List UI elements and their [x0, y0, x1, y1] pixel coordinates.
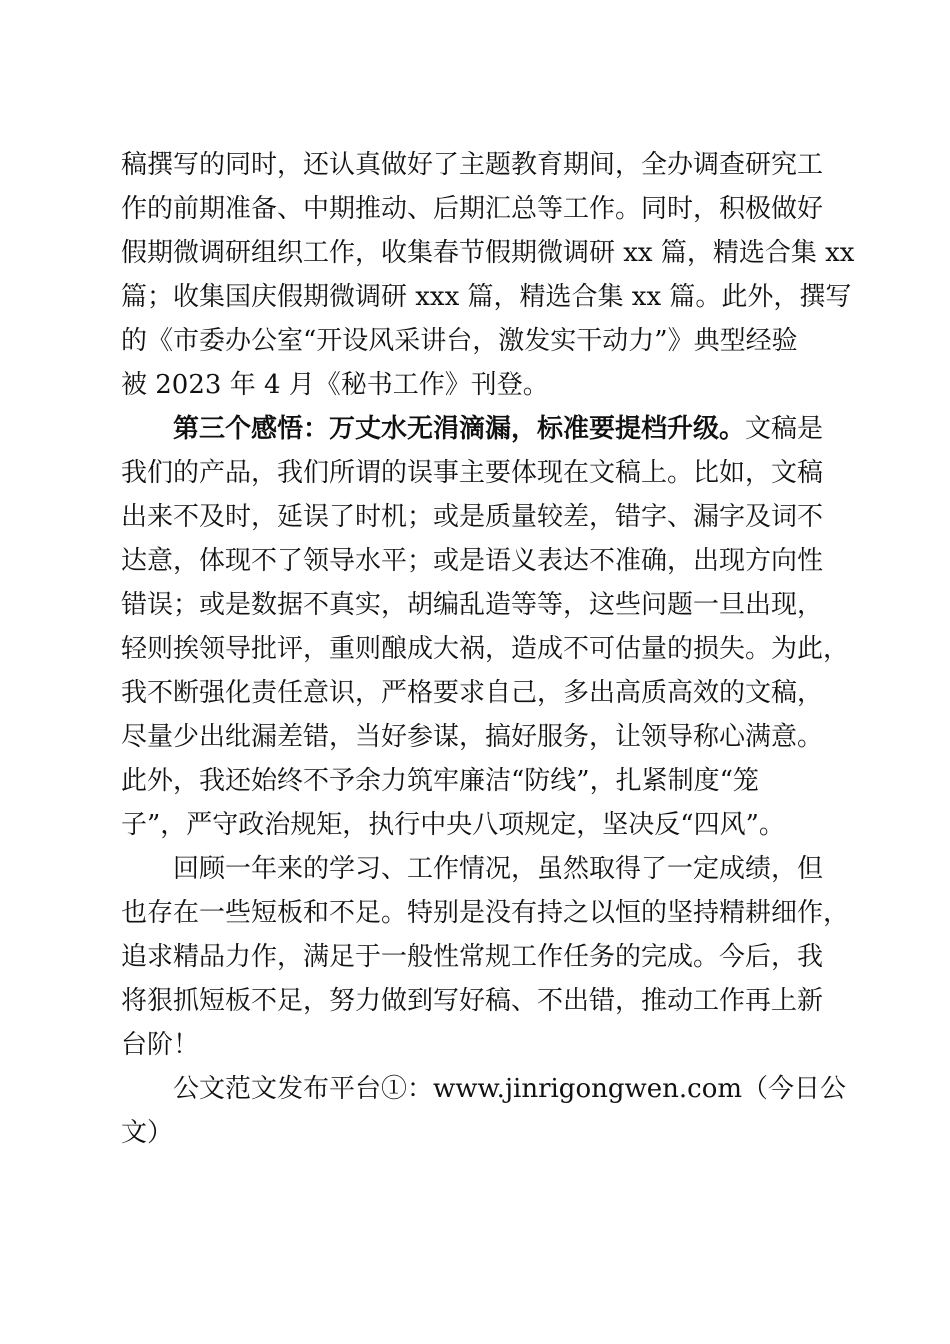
- body-text: 回顾一年来的学习、工作情况，虽然取得了一定成绩，但: [173, 854, 824, 884]
- body-text: 我们的产品，我们所谓的误事主要体现在文稿上。比如，文稿: [121, 458, 824, 488]
- body-text: 此外，我还始终不予余力筑牢廉洁“防线”，扎紧制度“笼: [121, 766, 759, 796]
- text-line: [121, 231, 855, 275]
- body-text: 尽量少出纰漏差错，当好参谋，搞好服务，让领导称心满意。: [121, 722, 824, 752]
- body-text: 达意，体现不了领导水平；或是语义表达不准确，出现方向性: [121, 546, 824, 576]
- body-text: 的《市委办公室“开设风采讲台，激发实干动力”》典型经验: [121, 326, 798, 356]
- text-line: [121, 451, 833, 495]
- text-line: [121, 1023, 833, 1067]
- paragraph-p3: [121, 847, 850, 1067]
- text-line: [121, 891, 850, 935]
- text-line: [121, 715, 833, 759]
- paragraph-p2: [121, 407, 850, 847]
- body-text: 文稿是: [745, 414, 824, 444]
- text-line: [121, 1067, 847, 1111]
- body-text: 子”，严守政治规矩，执行中央八项规定，坚决反“四风”。: [121, 810, 785, 840]
- body-text: 轻则挨领导批评，重则酿成大祸，造成不可估量的损失。为此，: [121, 634, 850, 664]
- text-line: [121, 671, 833, 715]
- body-text: 稿撰写的同时，还认真做好了主题教育期间，全办调查研究工: [121, 150, 824, 180]
- body-text: 将狠抓短板不足，努力做到写好稿、不出错，推动工作再上新: [121, 986, 824, 1016]
- body-text: 被 2023 年 4 月《秘书工作》刊登。: [121, 370, 549, 400]
- text-line: [121, 803, 833, 847]
- body-text: 也存在一些短板和不足。特别是没有持之以恒的坚持精耕细作，: [121, 898, 850, 928]
- body-text: 假期微调研组织工作，收集春节假期微调研 xx 篇，精选合集 xx: [121, 238, 855, 268]
- text-line: [121, 583, 833, 627]
- text-line: [121, 539, 833, 583]
- body-text: 追求精品力作，满足于一般性常规工作任务的完成。今后，我: [121, 942, 824, 972]
- body-text: 错误；或是数据不真实，胡编乱造等等，这些问题一旦出现，: [121, 590, 824, 620]
- text-line: [121, 847, 833, 891]
- body-text: 篇；收集国庆假期微调研 xxx 篇，精选合集 xx 篇。此外，撰写: [121, 282, 852, 312]
- body-text: 台阶！: [121, 1030, 200, 1060]
- body-text: 文）: [121, 1118, 174, 1148]
- text-line: [121, 1111, 833, 1155]
- text-line: [121, 627, 850, 671]
- body-text: 出来不及时，延误了时机；或是质量较差，错字、漏字及词不: [121, 502, 824, 532]
- body-text: 我不断强化责任意识，严格要求自己，多出高质高效的文稿，: [121, 678, 824, 708]
- paragraph-p4: [121, 1067, 847, 1155]
- document-body: [121, 143, 855, 1155]
- paragraph-p1: [121, 143, 855, 407]
- text-line: [121, 495, 833, 539]
- text-line: [121, 319, 833, 363]
- bold-heading-text: 第三个感悟：万丈水无涓滴漏，标准要提档升级。: [173, 414, 746, 444]
- text-line: [121, 759, 833, 803]
- body-text: 公文范文发布平台①：www.jinrigongwen.com（今日公: [173, 1074, 847, 1104]
- text-line: [121, 407, 833, 451]
- text-line: [121, 143, 833, 187]
- text-line: [121, 979, 833, 1023]
- text-line: [121, 275, 852, 319]
- text-line: [121, 935, 833, 979]
- body-text: 作的前期准备、中期推动、后期汇总等工作。同时，积极做好: [121, 194, 824, 224]
- text-line: [121, 363, 833, 407]
- text-line: [121, 187, 833, 231]
